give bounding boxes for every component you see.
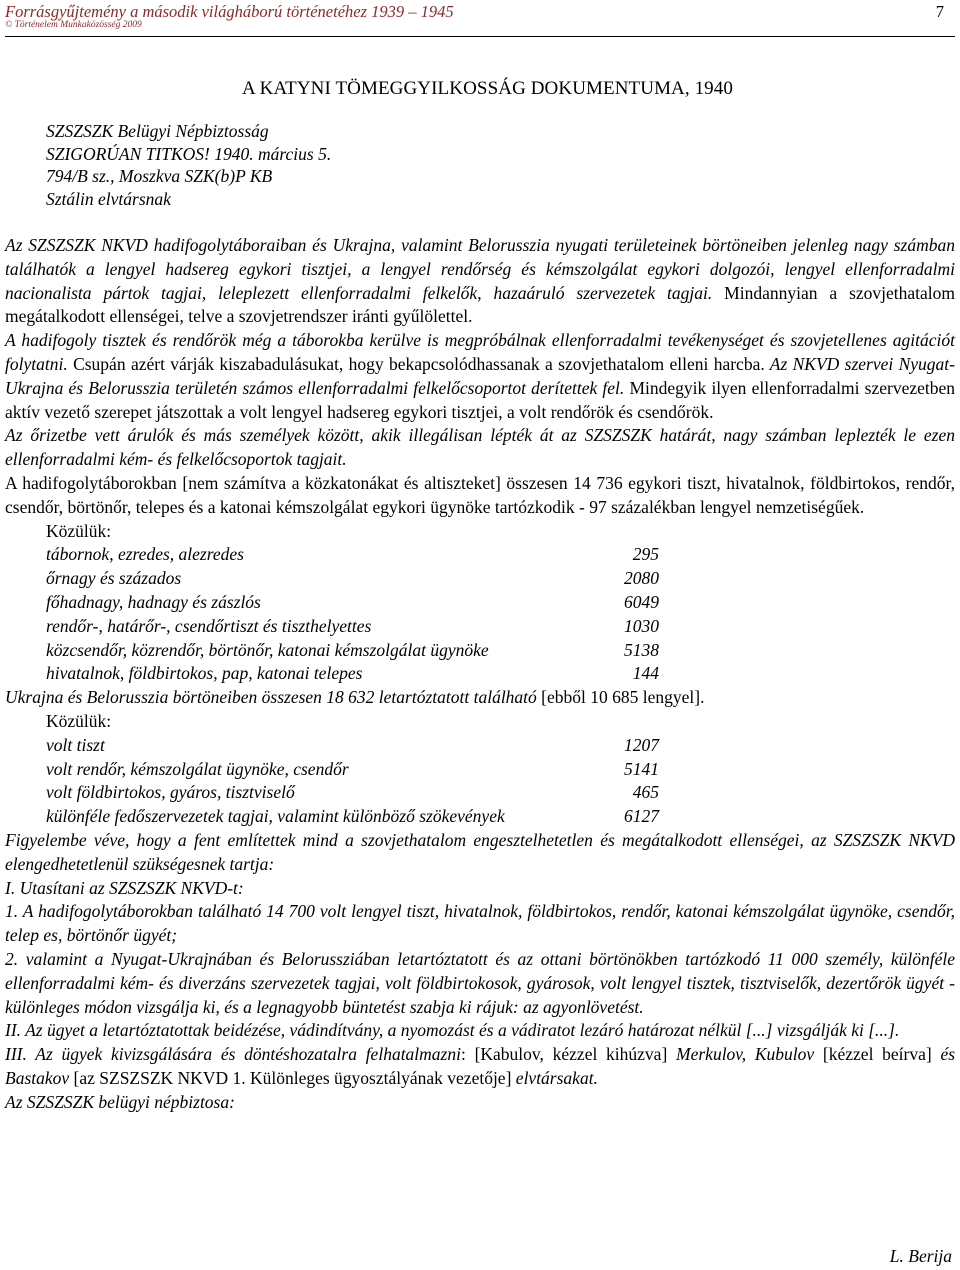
table-heading-text: Közülük: — [46, 520, 112, 541]
row-label: rendőr-, határőr-, csendőrtiszt és tiszthelyettes — [46, 615, 372, 636]
prisoner-table — [5, 710, 955, 829]
row-label: volt földbirtokos, gyáros, tisztviselő — [46, 782, 295, 803]
paragraph-text: Mindannyian a szovjethatalom megátalkodott ellenségei, telve a szovjetrendszer iránti gyűlölettel. — [5, 282, 956, 327]
paragraph — [5, 1091, 955, 1115]
paragraph-text: 2. valamint a Nyugat-Ukrajnában és Belorussziában letartóztatott és az ottani börtönökben tartózkodó 11 000 személy, különféle ellenforradalmi kém- és diverzáns szervezetek tagjai, volt földbirtokosok, gyárosok, volt lengyel tisztek, tisztviselők, dezertőrök ügyét - különleges módon vizsgálja ki, és a legnagyobb büntetést szabja ki rájuk: az agyonlövetést. — [5, 948, 955, 1017]
paragraph — [5, 900, 955, 948]
paragraph — [5, 1019, 955, 1043]
meta-line: SZSZSZK Belügyi Népbiztosság — [46, 121, 269, 141]
table-row — [46, 662, 955, 686]
paragraph — [5, 948, 955, 1019]
paragraph-text: Mindegyik ilyen ellenforradalmi szervezetben aktív vezető szerepet játszottak a volt lengyel hadsereg egykori tisztjei, a volt rendőrök és csendőrök. — [5, 377, 955, 422]
paragraph — [5, 472, 955, 520]
row-value: 6049 — [624, 591, 659, 612]
paragraph — [5, 329, 955, 424]
table-heading — [46, 710, 955, 734]
paragraph-text: Az NKVD szervei Nyugat-Ukrajna és Belorusszia területén számos ellenforradalmi felkelőcsoportot derítettek fel. — [5, 353, 956, 398]
paragraph — [5, 686, 955, 710]
row-value: 5138 — [624, 639, 659, 660]
row-label: hivatalnok, földbirtokos, pap, katonai telepes — [46, 663, 363, 684]
paragraph-text: telepes és a katonai kémszolgálat egykori ügynöke tartózkodik - 97 százalékban lengyel nemzetiségűek. — [135, 496, 865, 517]
paragraph-text: III. Az ügyek kivizsgálására és döntéshozatalra felhatalmazni — [5, 1044, 461, 1065]
paragraph-text: Az SZSZSZK belügyi népbiztosa: — [5, 1091, 235, 1112]
row-label: főhadnagy, hadnagy és zászlós — [46, 591, 261, 612]
row-value: 5141 — [624, 758, 659, 779]
document-body — [5, 234, 955, 1114]
paragraph-text: [az SZSZSZK NKVD 1. Különleges ügyosztályának vezetője] — [73, 1067, 512, 1088]
paragraph — [5, 234, 955, 329]
paragraph-text: Figyelembe véve, hogy a fent említettek mind a szovjethatalom engesztelhetetlen és megátalkodott ellenségei, az SZSZSZK NKVD elengedhetetlenül szükségesnek tartja: — [5, 829, 955, 874]
paragraph-text: Az őrizetbe vett árulók és más személyek között, akik illegálisan lépték át az SZSZSZK határát, nagy számban leplezték le ezen ellenforradalmi kém- és felkelőcsoportok tagjait. — [5, 425, 955, 470]
paragraph — [5, 1043, 955, 1091]
paragraph-text: 1. A hadifogolytáborokban található 14 700 volt lengyel tiszt, hivatalnok, földbirtokos, rendőr, katonai kémszolgálat ügynöke, csendőr, telep es, börtönőr ügyét; — [5, 901, 955, 946]
signature: L. Berija — [889, 1246, 952, 1266]
paragraph-text: : [Kabulov, kézzel kihúzva] — [460, 1044, 668, 1065]
paragraph-text: és Bastakov — [5, 1044, 956, 1088]
row-value: 1030 — [624, 615, 659, 636]
paragraph-text: Merkulov, Kubulov — [676, 1044, 815, 1065]
row-value: 6127 — [624, 806, 659, 827]
table-row — [46, 781, 955, 805]
table-row — [46, 758, 955, 782]
paragraph-text: elvtársakat. — [515, 1067, 598, 1088]
row-value: 465 — [632, 782, 659, 803]
header-copyright: © Történelem Munkaközösség 2009 — [5, 20, 142, 30]
table-row — [46, 543, 955, 567]
row-value: 295 — [632, 544, 659, 565]
paragraph-text: I. Utasítani az SZSZSZK NKVD-t: — [5, 877, 244, 898]
table-heading — [46, 520, 955, 544]
header-title: Forrásgyűjtemény a második világháború történetéhez 1939 – 1945 — [5, 2, 454, 21]
document-title: A KATYNI TÖMEGGYILKOSSÁG DOKUMENTUMA, 1940 — [242, 78, 733, 99]
officer-table — [5, 520, 955, 687]
paragraph-text: [ebből 10 685 lengyel]. — [541, 687, 705, 708]
table-heading-text: Közülük: — [46, 710, 112, 731]
row-value: 144 — [632, 663, 659, 684]
row-label: közcsendőr, közrendőr, börtönőr, katonai kémszolgálat ügynöke — [46, 639, 489, 660]
meta-line: Sztálin elvtársnak — [46, 188, 171, 209]
table-row — [46, 591, 955, 615]
table-row — [46, 567, 955, 591]
paragraph — [5, 829, 955, 877]
paragraph — [5, 424, 955, 472]
paragraph-text: II. Az ügyet a letartóztatottak beidézése, vádindítvány, a nyomozást és a vádiratot lezáró határozat nélkül [...] vizsgálják ki [...]. — [5, 1020, 900, 1041]
paragraph-text: Ukrajna és Belorusszia börtöneiben összesen 18 632 letartóztatott található — [5, 687, 537, 708]
table-row — [46, 734, 955, 758]
paragraph-text: Csupán azért várják kiszabadulásukat, hogy bekapcsolódhassanak a szovjethatalom elleni harcba. — [73, 353, 765, 374]
table-row — [46, 805, 955, 829]
paragraph-text: A hadifogolytáborokban [nem számítva a közkatonákat és altiszteket] összesen 14 736 egykori tiszt, hivatalnok, földbirtokos, rendőr, csendőr, börtönőr, — [5, 472, 955, 517]
row-label: különféle fedőszervezetek tagjai, valamint különböző szökevények — [46, 806, 505, 827]
paragraph-text: Az SZSZSZK NKVD hadifogolytáboraiban és Ukrajna, valamint Belorusszia nyugati területeinek börtöneiben jelenleg nagy számban találhatók a lengyel hadsereg egykori tisztjei, a lengyel rendőrség és kémszolgálat egykori dolgozói, lengyel ellenforradalmi nacionalista pártok tagjai, leleplezett ellenforradalmi felkelők, hazaáruló szervezetek tagjai. — [5, 235, 955, 303]
meta-line: 794/B sz., Moszkva SZK(b)P KB — [46, 166, 273, 186]
page-number: 7 — [935, 2, 944, 21]
row-value: 1207 — [624, 734, 659, 755]
paragraph-text: A hadifogoly tisztek és rendőrök még a táborokba kerülve is megpróbálnak ellenforradalmi tevékenységet és szovjetellenes agitációt folytatni. — [5, 330, 955, 374]
document-meta — [46, 120, 331, 210]
row-label: volt rendőr, kémszolgálat ügynöke, csendőr — [46, 758, 349, 779]
row-value: 2080 — [624, 568, 659, 589]
paragraph — [5, 877, 955, 901]
meta-line: SZIGORÚAN TITKOS! 1940. március 5. — [46, 143, 332, 164]
row-label: tábornok, ezredes, alezredes — [46, 544, 244, 565]
row-label: őrnagy és százados — [46, 568, 182, 589]
table-row — [46, 615, 955, 639]
header-divider — [5, 36, 955, 37]
table-row — [46, 639, 955, 663]
row-label: volt tiszt — [46, 734, 105, 755]
paragraph-text: [kézzel beírva] — [822, 1044, 932, 1065]
